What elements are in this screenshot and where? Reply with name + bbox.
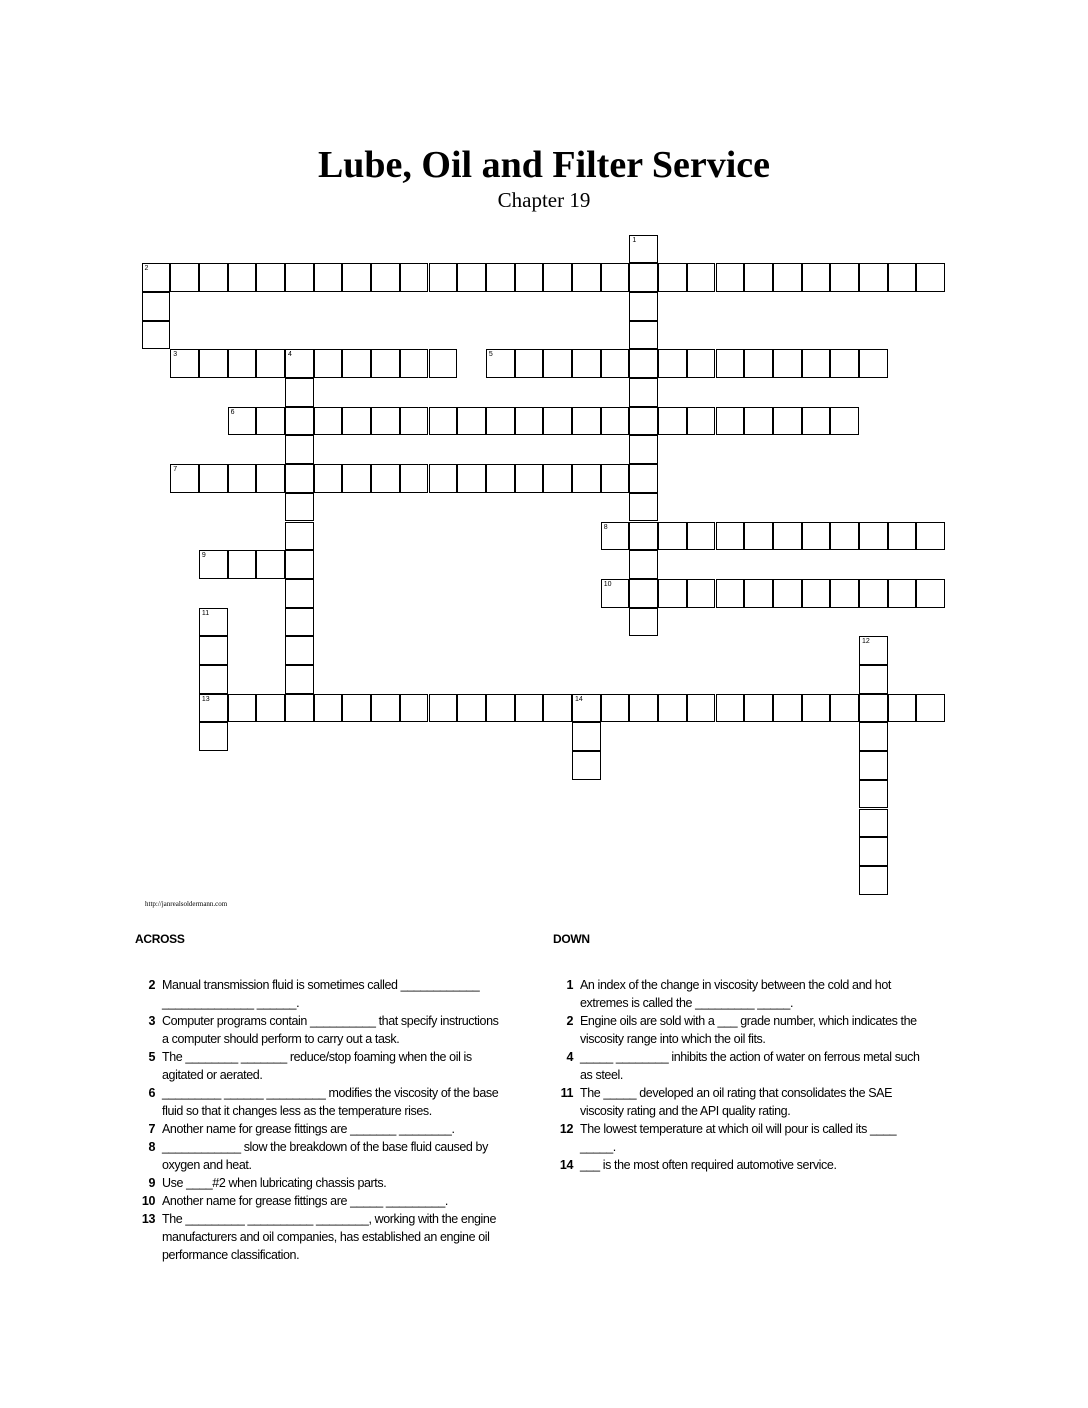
grid-cell[interactable]	[888, 522, 917, 551]
grid-cell[interactable]	[773, 263, 802, 292]
cell-number: 1	[632, 236, 637, 244]
grid-cell[interactable]	[199, 349, 228, 378]
grid-cell[interactable]	[916, 579, 945, 608]
grid-cell[interactable]	[199, 550, 228, 579]
clue-text: _________ ______ _________ modifies the viscosity of the base fluid so that it changes less as the temperature rises.	[162, 1086, 499, 1118]
grid-cell[interactable]	[802, 522, 831, 551]
across-clue	[135, 1210, 515, 1264]
down-clue	[553, 1048, 933, 1084]
grid-cell[interactable]	[342, 263, 371, 292]
grid-cell[interactable]	[199, 263, 228, 292]
cell-number: 10	[603, 580, 612, 588]
grid-cell[interactable]	[371, 349, 400, 378]
grid-cell[interactable]	[342, 464, 371, 493]
grid-cell[interactable]	[744, 263, 773, 292]
grid-cell[interactable]	[658, 694, 687, 723]
across-clue	[135, 1138, 515, 1174]
across-clue	[135, 1012, 515, 1048]
grid-cell[interactable]	[601, 263, 630, 292]
grid-cell[interactable]	[285, 407, 314, 436]
grid-cell[interactable]	[629, 579, 658, 608]
grid-cell[interactable]	[859, 665, 888, 694]
grid-cell[interactable]	[314, 407, 343, 436]
grid-cell[interactable]	[629, 349, 658, 378]
clue-number: 14	[559, 1158, 573, 1172]
grid-cell[interactable]	[314, 349, 343, 378]
grid-cell[interactable]	[572, 407, 601, 436]
grid-cell[interactable]	[199, 636, 228, 665]
clue-number: 12	[559, 1122, 573, 1136]
grid-cell[interactable]	[859, 751, 888, 780]
grid-cell[interactable]	[515, 349, 544, 378]
grid-cell[interactable]	[486, 263, 515, 292]
clue-number: 11	[560, 1086, 573, 1100]
grid-cell[interactable]	[457, 407, 486, 436]
grid-cell[interactable]	[228, 407, 257, 436]
grid-cell[interactable]	[256, 550, 285, 579]
grid-cell[interactable]	[888, 694, 917, 723]
grid-cell[interactable]	[199, 694, 228, 723]
grid-cell[interactable]	[687, 407, 716, 436]
grid-cell[interactable]	[830, 407, 859, 436]
grid-cell[interactable]	[687, 349, 716, 378]
grid-cell[interactable]	[830, 522, 859, 551]
grid-cell[interactable]	[170, 464, 199, 493]
grid-cell[interactable]	[285, 493, 314, 522]
grid-cell[interactable]	[888, 263, 917, 292]
grid-cell[interactable]	[916, 522, 945, 551]
cell-number: 13	[201, 695, 210, 703]
grid-cell[interactable]	[888, 579, 917, 608]
page-subtitle: Chapter 19	[497, 188, 591, 212]
grid-cell[interactable]	[601, 579, 630, 608]
grid-cell[interactable]	[400, 263, 429, 292]
grid-cell[interactable]	[572, 722, 601, 751]
grid-cell[interactable]	[629, 608, 658, 637]
clue-number: 9	[148, 1176, 155, 1190]
clue-text: An index of the change in viscosity between the cold and hot extremes is called the _________ _____.	[580, 978, 891, 1010]
grid-cell[interactable]	[486, 407, 515, 436]
grid-cell[interactable]	[601, 407, 630, 436]
clue-number: 2	[566, 1014, 573, 1028]
grid-cell[interactable]	[629, 493, 658, 522]
cell-number: 6	[230, 408, 235, 416]
grid-cell[interactable]	[170, 263, 199, 292]
grid-cell[interactable]	[285, 636, 314, 665]
grid-cell[interactable]	[744, 349, 773, 378]
cell-number: 5	[488, 351, 493, 359]
grid-cell[interactable]	[314, 694, 343, 723]
across-clue	[135, 1048, 515, 1084]
grid-cell[interactable]	[457, 694, 486, 723]
clue-number: 8	[148, 1140, 155, 1154]
grid-cell[interactable]	[601, 694, 630, 723]
grid-cell[interactable]	[199, 464, 228, 493]
grid-cell[interactable]	[400, 349, 429, 378]
grid-cell[interactable]	[572, 349, 601, 378]
grid-cell[interactable]	[572, 751, 601, 780]
grid-cell[interactable]	[859, 263, 888, 292]
grid-cell[interactable]	[515, 263, 544, 292]
clue-text: Another name for grease fittings are _____ _________.	[162, 1194, 448, 1208]
grid-cell[interactable]	[802, 694, 831, 723]
down-clue	[553, 1120, 933, 1156]
down-clue	[553, 1012, 933, 1048]
grid-cell[interactable]	[773, 694, 802, 723]
grid-cell[interactable]	[142, 263, 171, 292]
cell-number: 4	[288, 351, 292, 359]
grid-cell[interactable]	[859, 522, 888, 551]
across-clue	[135, 976, 515, 1012]
grid-cell[interactable]	[629, 435, 658, 464]
cell-number: 9	[201, 552, 206, 560]
clue-number: 2	[148, 978, 155, 992]
grid-cell[interactable]	[342, 694, 371, 723]
grid-cell[interactable]	[859, 694, 888, 723]
grid-cell[interactable]	[486, 464, 515, 493]
clue-text: Another name for grease fittings are _______ ________.	[162, 1122, 455, 1136]
grid-cell[interactable]	[256, 464, 285, 493]
grid-cell[interactable]	[601, 464, 630, 493]
grid-cell[interactable]	[687, 579, 716, 608]
grid-cell[interactable]	[142, 321, 171, 350]
grid-cell[interactable]	[716, 407, 745, 436]
grid-cell[interactable]	[228, 464, 257, 493]
grid-cell[interactable]	[543, 349, 572, 378]
clue-number: 13	[141, 1212, 155, 1226]
across-clue	[135, 1120, 515, 1138]
grid-cell[interactable]	[342, 407, 371, 436]
grid-cell[interactable]	[859, 837, 888, 866]
grid-cell[interactable]	[285, 665, 314, 694]
grid-cell[interactable]	[629, 464, 658, 493]
clue-text: The _____ developed an oil rating that consolidates the SAE viscosity rating and the API quality rating.	[580, 1086, 893, 1118]
clue-text: _____ ________ inhibits the action of water on ferrous metal such as steel.	[580, 1050, 920, 1082]
grid-cell[interactable]	[371, 263, 400, 292]
grid-cell[interactable]	[859, 636, 888, 665]
grid-cell[interactable]	[285, 349, 314, 378]
grid-cell[interactable]	[543, 464, 572, 493]
grid-cell[interactable]	[256, 407, 285, 436]
grid-cell[interactable]	[285, 608, 314, 637]
grid-cell[interactable]	[859, 809, 888, 838]
down-clue	[553, 1156, 933, 1174]
grid-cell[interactable]	[228, 550, 257, 579]
grid-cell[interactable]	[256, 263, 285, 292]
cell-number: 7	[173, 466, 178, 474]
grid-cell[interactable]	[658, 263, 687, 292]
grid-cell[interactable]	[716, 579, 745, 608]
grid-cell[interactable]	[658, 349, 687, 378]
grid-cell[interactable]	[314, 263, 343, 292]
clue-number: 10	[141, 1194, 155, 1208]
grid-cell[interactable]	[830, 694, 859, 723]
grid-cell[interactable]	[802, 263, 831, 292]
down-clue	[553, 1084, 933, 1120]
grid-cell[interactable]	[142, 292, 171, 321]
grid-cell[interactable]	[429, 694, 458, 723]
grid-cell[interactable]	[658, 522, 687, 551]
grid-cell[interactable]	[744, 579, 773, 608]
grid-cell[interactable]	[543, 407, 572, 436]
grid-cell[interactable]	[429, 407, 458, 436]
grid-cell[interactable]	[629, 550, 658, 579]
grid-cell[interactable]	[256, 694, 285, 723]
source-url: http://janrealsoldermann.com	[145, 900, 228, 908]
grid-cell[interactable]	[543, 263, 572, 292]
grid-cell[interactable]	[285, 522, 314, 551]
across-clues	[135, 930, 515, 1264]
grid-cell[interactable]	[629, 292, 658, 321]
grid-cell[interactable]	[716, 349, 745, 378]
grid-cell[interactable]	[400, 694, 429, 723]
grid-cell[interactable]	[228, 263, 257, 292]
grid-cell[interactable]	[601, 349, 630, 378]
grid-cell[interactable]	[859, 349, 888, 378]
grid-cell[interactable]	[228, 349, 257, 378]
cell-number: 3	[173, 351, 178, 359]
grid-cell[interactable]	[859, 866, 888, 895]
across-clue	[135, 1192, 515, 1210]
grid-cell[interactable]	[371, 694, 400, 723]
clue-text: ___ is the most often required automotive service.	[580, 1158, 837, 1172]
grid-cell[interactable]	[572, 464, 601, 493]
grid-cell[interactable]	[773, 407, 802, 436]
grid-cell[interactable]	[629, 407, 658, 436]
grid-cell[interactable]	[716, 694, 745, 723]
grid-cell[interactable]	[859, 722, 888, 751]
grid-cell[interactable]	[457, 263, 486, 292]
grid-cell[interactable]	[744, 407, 773, 436]
down-heading: DOWN	[553, 932, 590, 946]
grid-cell[interactable]	[199, 608, 228, 637]
grid-cell[interactable]	[285, 579, 314, 608]
grid-cell[interactable]	[486, 349, 515, 378]
grid-cell[interactable]	[687, 522, 716, 551]
grid-cell[interactable]	[773, 522, 802, 551]
grid-cell[interactable]	[830, 579, 859, 608]
grid-cell[interactable]	[687, 263, 716, 292]
grid-cell[interactable]	[457, 464, 486, 493]
grid-cell[interactable]	[285, 464, 314, 493]
grid-cell[interactable]	[802, 407, 831, 436]
grid-cell[interactable]	[916, 694, 945, 723]
grid-cell[interactable]	[773, 349, 802, 378]
grid-cell[interactable]	[199, 722, 228, 751]
grid-cell[interactable]	[687, 694, 716, 723]
grid-cell[interactable]	[658, 407, 687, 436]
clue-text: Use ____#2 when lubricating chassis parts.	[162, 1176, 387, 1190]
grid-cell[interactable]	[285, 378, 314, 407]
cell-number: 11	[201, 609, 210, 617]
grid-cell[interactable]	[802, 349, 831, 378]
grid-cell[interactable]	[314, 464, 343, 493]
grid-cell[interactable]	[773, 579, 802, 608]
grid-cell[interactable]	[371, 464, 400, 493]
cell-number: 14	[575, 695, 583, 703]
clue-text: The lowest temperature at which oil will pour is called its ____ _____.	[580, 1122, 897, 1154]
clue-number: 6	[148, 1086, 155, 1100]
grid-cell[interactable]	[256, 349, 285, 378]
grid-cell[interactable]	[830, 349, 859, 378]
grid-cell[interactable]	[170, 349, 199, 378]
clue-number: 5	[148, 1050, 155, 1064]
clue-text: The ________ _______ reduce/stop foaming when the oil is agitated or aerated.	[162, 1050, 472, 1082]
grid-cell[interactable]	[342, 349, 371, 378]
grid-cell[interactable]	[629, 694, 658, 723]
grid-cell[interactable]	[515, 407, 544, 436]
grid-cell[interactable]	[199, 665, 228, 694]
grid-cell[interactable]	[916, 263, 945, 292]
cell-number: 8	[603, 523, 608, 531]
clue-text: ____________ slow the breakdown of the base fluid caused by oxygen and heat.	[162, 1140, 488, 1172]
grid-cell[interactable]	[658, 579, 687, 608]
grid-cell[interactable]	[859, 579, 888, 608]
clue-text: Engine oils are sold with a ___ grade number, which indicates the viscosity range into which the oil fits.	[580, 1014, 917, 1046]
clue-text: Manual transmission fluid is sometimes called ____________ ______________ ______.	[162, 978, 480, 1010]
grid-cell[interactable]	[716, 522, 745, 551]
cell-number: 2	[144, 265, 149, 273]
grid-cell[interactable]	[228, 694, 257, 723]
grid-cell[interactable]	[285, 435, 314, 464]
grid-cell[interactable]	[716, 263, 745, 292]
clue-text: Computer programs contain __________ that specify instructions a computer should perform to carry out a task.	[162, 1014, 499, 1046]
grid-cell[interactable]	[400, 464, 429, 493]
grid-cell[interactable]	[429, 263, 458, 292]
across-heading: ACROSS	[135, 932, 185, 946]
grid-cell[interactable]	[400, 407, 429, 436]
across-clue	[135, 1084, 515, 1120]
grid-cell[interactable]	[543, 694, 572, 723]
grid-cell[interactable]	[629, 522, 658, 551]
clue-text: The _________ __________ ________, working with the engine manufacturers and oil companies, has established an engine oil performance classification.	[162, 1212, 497, 1262]
grid-cell[interactable]	[859, 780, 888, 809]
grid-cell[interactable]	[802, 579, 831, 608]
grid-cell[interactable]	[572, 263, 601, 292]
across-clue	[135, 1174, 515, 1192]
grid-cell[interactable]	[285, 694, 314, 723]
grid-cell[interactable]	[515, 464, 544, 493]
page-title: Lube, Oil and Filter Service	[317, 144, 771, 186]
grid-cell[interactable]	[629, 321, 658, 350]
grid-cell[interactable]	[572, 694, 601, 723]
grid-cell[interactable]	[629, 235, 658, 264]
cell-number: 12	[862, 638, 870, 646]
grid-cell[interactable]	[830, 263, 859, 292]
grid-cell[interactable]	[285, 263, 314, 292]
clue-number: 4	[566, 1050, 573, 1064]
grid-cell[interactable]	[486, 694, 515, 723]
grid-cell[interactable]	[629, 263, 658, 292]
grid-cell[interactable]	[629, 378, 658, 407]
clue-number: 7	[148, 1122, 155, 1136]
down-clues	[553, 930, 933, 1174]
clue-number: 3	[148, 1014, 155, 1028]
down-clue	[553, 976, 933, 1012]
clue-number: 1	[566, 978, 573, 992]
grid-cell[interactable]	[601, 522, 630, 551]
grid-cell[interactable]	[744, 522, 773, 551]
grid-cell[interactable]	[371, 407, 400, 436]
grid-cell[interactable]	[429, 349, 458, 378]
grid-cell[interactable]	[744, 694, 773, 723]
grid-cell[interactable]	[429, 464, 458, 493]
grid-cell[interactable]	[285, 550, 314, 579]
grid-cell[interactable]	[515, 694, 544, 723]
